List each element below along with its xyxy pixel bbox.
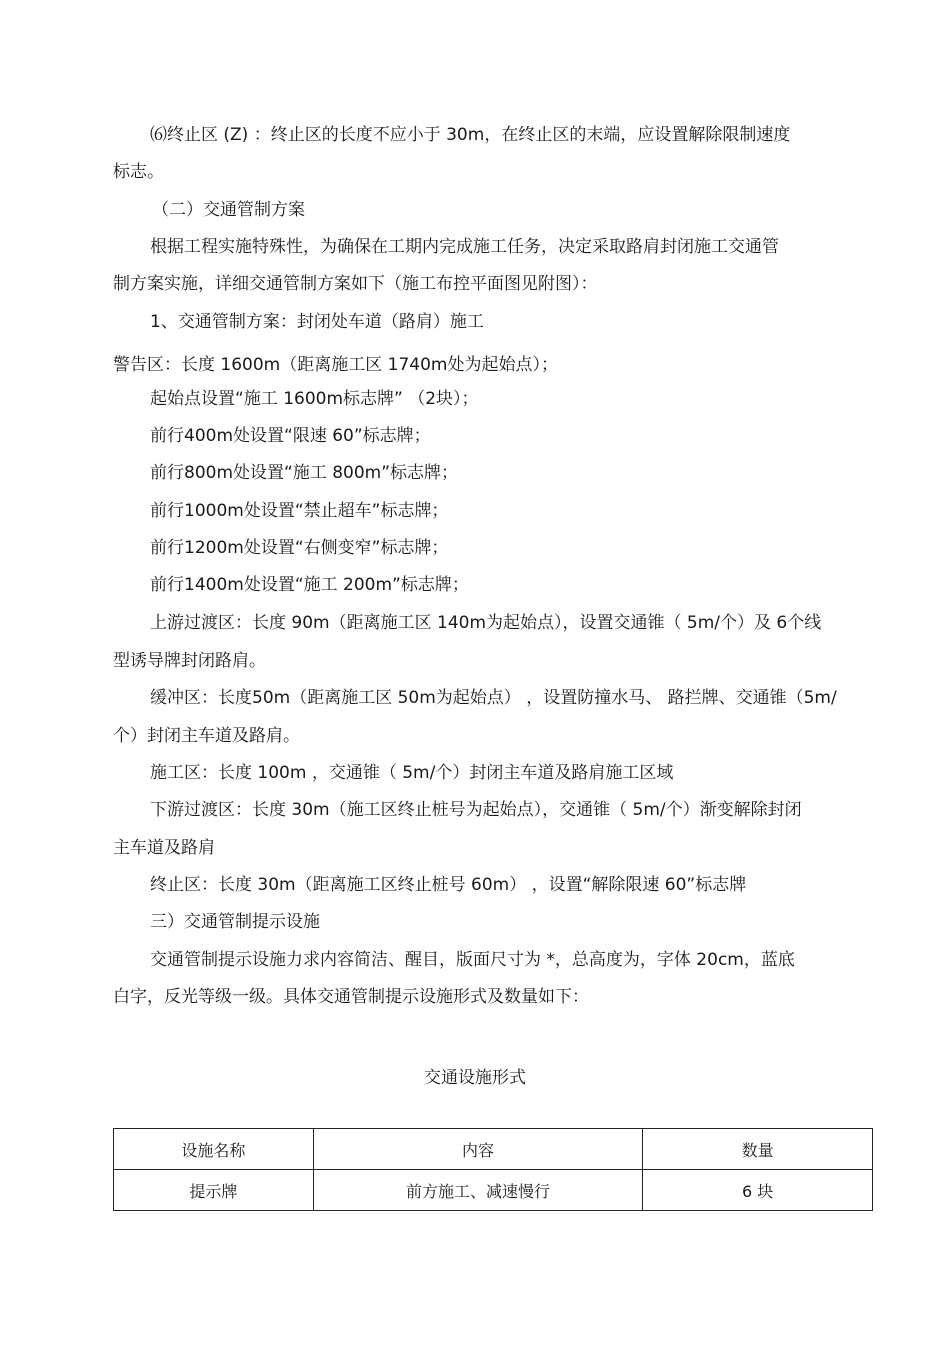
paragraph-line: 缓冲区：长度50m（距离施工区 50m为起始点） ，设置防撞水马、 路拦牌、交通锥（5m/ bbox=[150, 688, 837, 708]
paragraph-line: 个）封闭主车道及路肩。 bbox=[113, 726, 300, 746]
paragraph-line: 白字，反光等级一级。具体交通管制提示设施形式及数量如下： bbox=[113, 987, 589, 1007]
paragraph-line: 前行400m处设置“限速 60”标志牌； bbox=[150, 426, 431, 446]
paragraph-line: 前行1400m处设置“施工 200m”标志牌； bbox=[150, 575, 469, 595]
facilities-table bbox=[113, 1128, 873, 1211]
paragraph-line: 终止区：长度 30m（距离施工区终止桩号 60m） ，设置“解除限速 60”标志牌 bbox=[150, 875, 747, 895]
paragraph-line: 起始点设置“施工 1600m标志牌” （2块）； bbox=[150, 389, 479, 409]
paragraph-line: 交通管制提示设施力求内容简洁、醒目，版面尺寸为 *，总高度为，字体 20cm，蓝底 bbox=[150, 950, 795, 970]
paragraph-line: 前行1200m处设置“右侧变窄”标志牌； bbox=[150, 538, 449, 558]
paragraph-line: 根据工程实施特殊性，为确保在工期内完成施工任务，决定采取路肩封闭施工交通管 bbox=[150, 237, 779, 257]
table-row bbox=[114, 1170, 873, 1211]
table-caption: 交通设施形式 bbox=[424, 1068, 526, 1088]
paragraph-line: 制方案实施，详细交通管制方案如下（施工布控平面图见附图）： bbox=[113, 274, 598, 294]
table-cell: 前方施工、减速慢行 bbox=[313, 1170, 643, 1211]
table-header-row bbox=[114, 1129, 873, 1170]
section-heading: （二）交通管制方案 bbox=[152, 200, 305, 220]
paragraph-line: 上游过渡区：长度 90m（距离施工区 140m为起始点），设置交通锥（ 5m/个）及 6个线 bbox=[150, 613, 822, 633]
table-cell: 提示牌 bbox=[114, 1170, 314, 1211]
table-header-cell: 数量 bbox=[643, 1129, 873, 1170]
paragraph-line: 标志。 bbox=[113, 162, 164, 182]
paragraph-line: 施工区：长度 100m ，交通锥（ 5m/个）封闭主车道及路肩施工区域 bbox=[150, 763, 674, 783]
paragraph-line: 前行1000m处设置“禁止超车”标志牌； bbox=[150, 501, 449, 521]
paragraph-line: 主车道及路肩 bbox=[113, 838, 215, 858]
section-heading: 三）交通管制提示设施 bbox=[150, 912, 320, 932]
paragraph-line: 下游过渡区：长度 30m（施工区终止桩号为起始点），交通锥（ 5m/个）渐变解除封闭 bbox=[150, 800, 802, 820]
table-header-cell: 设施名称 bbox=[114, 1129, 314, 1170]
table-cell: 6 块 bbox=[643, 1170, 873, 1211]
subsection-heading: 1、交通管制方案：封闭处车道（路肩）施工 bbox=[150, 312, 484, 332]
paragraph-line: 前行800m处设置“施工 800m”标志牌； bbox=[150, 463, 459, 483]
paragraph-line: 型诱导牌封闭路肩。 bbox=[113, 651, 266, 671]
paragraph-line: 警告区：长度 1600m（距离施工区 1740m处为起始点）； bbox=[113, 355, 558, 375]
table-header-cell: 内容 bbox=[313, 1129, 643, 1170]
paragraph-line: ⑹终止区 (Z) ：终止区的长度不应小于 30m，在终止区的末端，应设置解除限制速度 bbox=[150, 125, 791, 145]
